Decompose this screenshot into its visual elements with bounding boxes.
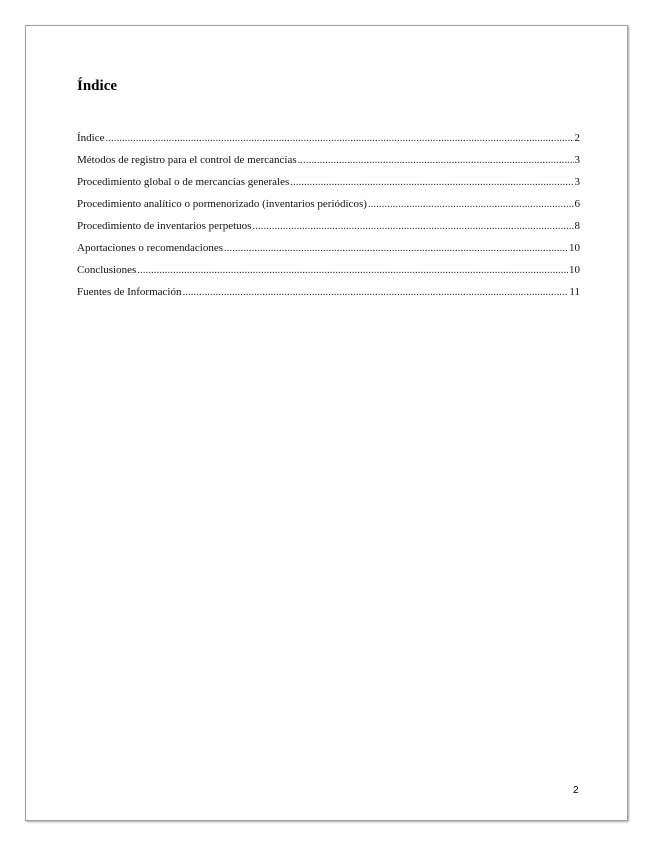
toc-entry-title: Índice [77,132,105,144]
toc-entry-page: 3 [574,154,580,166]
table-of-contents [77,132,580,308]
toc-entry-title: Métodos de registro para el control de mercancías [77,154,297,166]
toc-entry[interactable] [77,132,580,154]
toc-entry-page: 8 [574,220,580,232]
toc-entry-page: 11 [569,286,580,298]
toc-entry-title: Procedimiento global o de mercancías generales [77,176,290,188]
toc-entry[interactable] [77,264,580,286]
document-page [25,25,628,821]
toc-dot-leader [368,198,574,211]
toc-entry[interactable] [77,220,580,242]
toc-entry[interactable] [77,176,580,198]
toc-entry-page: 2 [574,132,580,144]
toc-dot-leader [105,132,573,145]
toc-entry-title: Procedimiento de inventarios perpetuos [77,220,252,232]
toc-entry[interactable] [77,286,580,308]
toc-entry-title: Aportaciones o recomendaciones [77,242,223,254]
page-number: 2 [573,785,579,796]
toc-entry-page: 6 [574,198,580,210]
toc-entry-title: Fuentes de Información [77,286,182,298]
toc-dot-leader [290,176,573,189]
toc-entry[interactable] [77,198,580,220]
toc-entry[interactable] [77,242,580,264]
toc-entry-page: 3 [574,176,580,188]
toc-dot-leader [224,242,568,255]
toc-dot-leader [252,220,573,233]
toc-entry[interactable] [77,154,580,176]
toc-entry-title: Procedimiento analítico o pormenorizado (inventarios periódicos) [77,198,367,210]
toc-dot-leader [137,264,568,277]
toc-entry-title: Conclusiones [77,264,137,276]
toc-entry-page: 10 [569,242,580,254]
page-title: Índice [77,78,118,94]
toc-entry-page: 10 [569,264,580,276]
toc-dot-leader [182,286,568,299]
toc-dot-leader [298,154,574,167]
